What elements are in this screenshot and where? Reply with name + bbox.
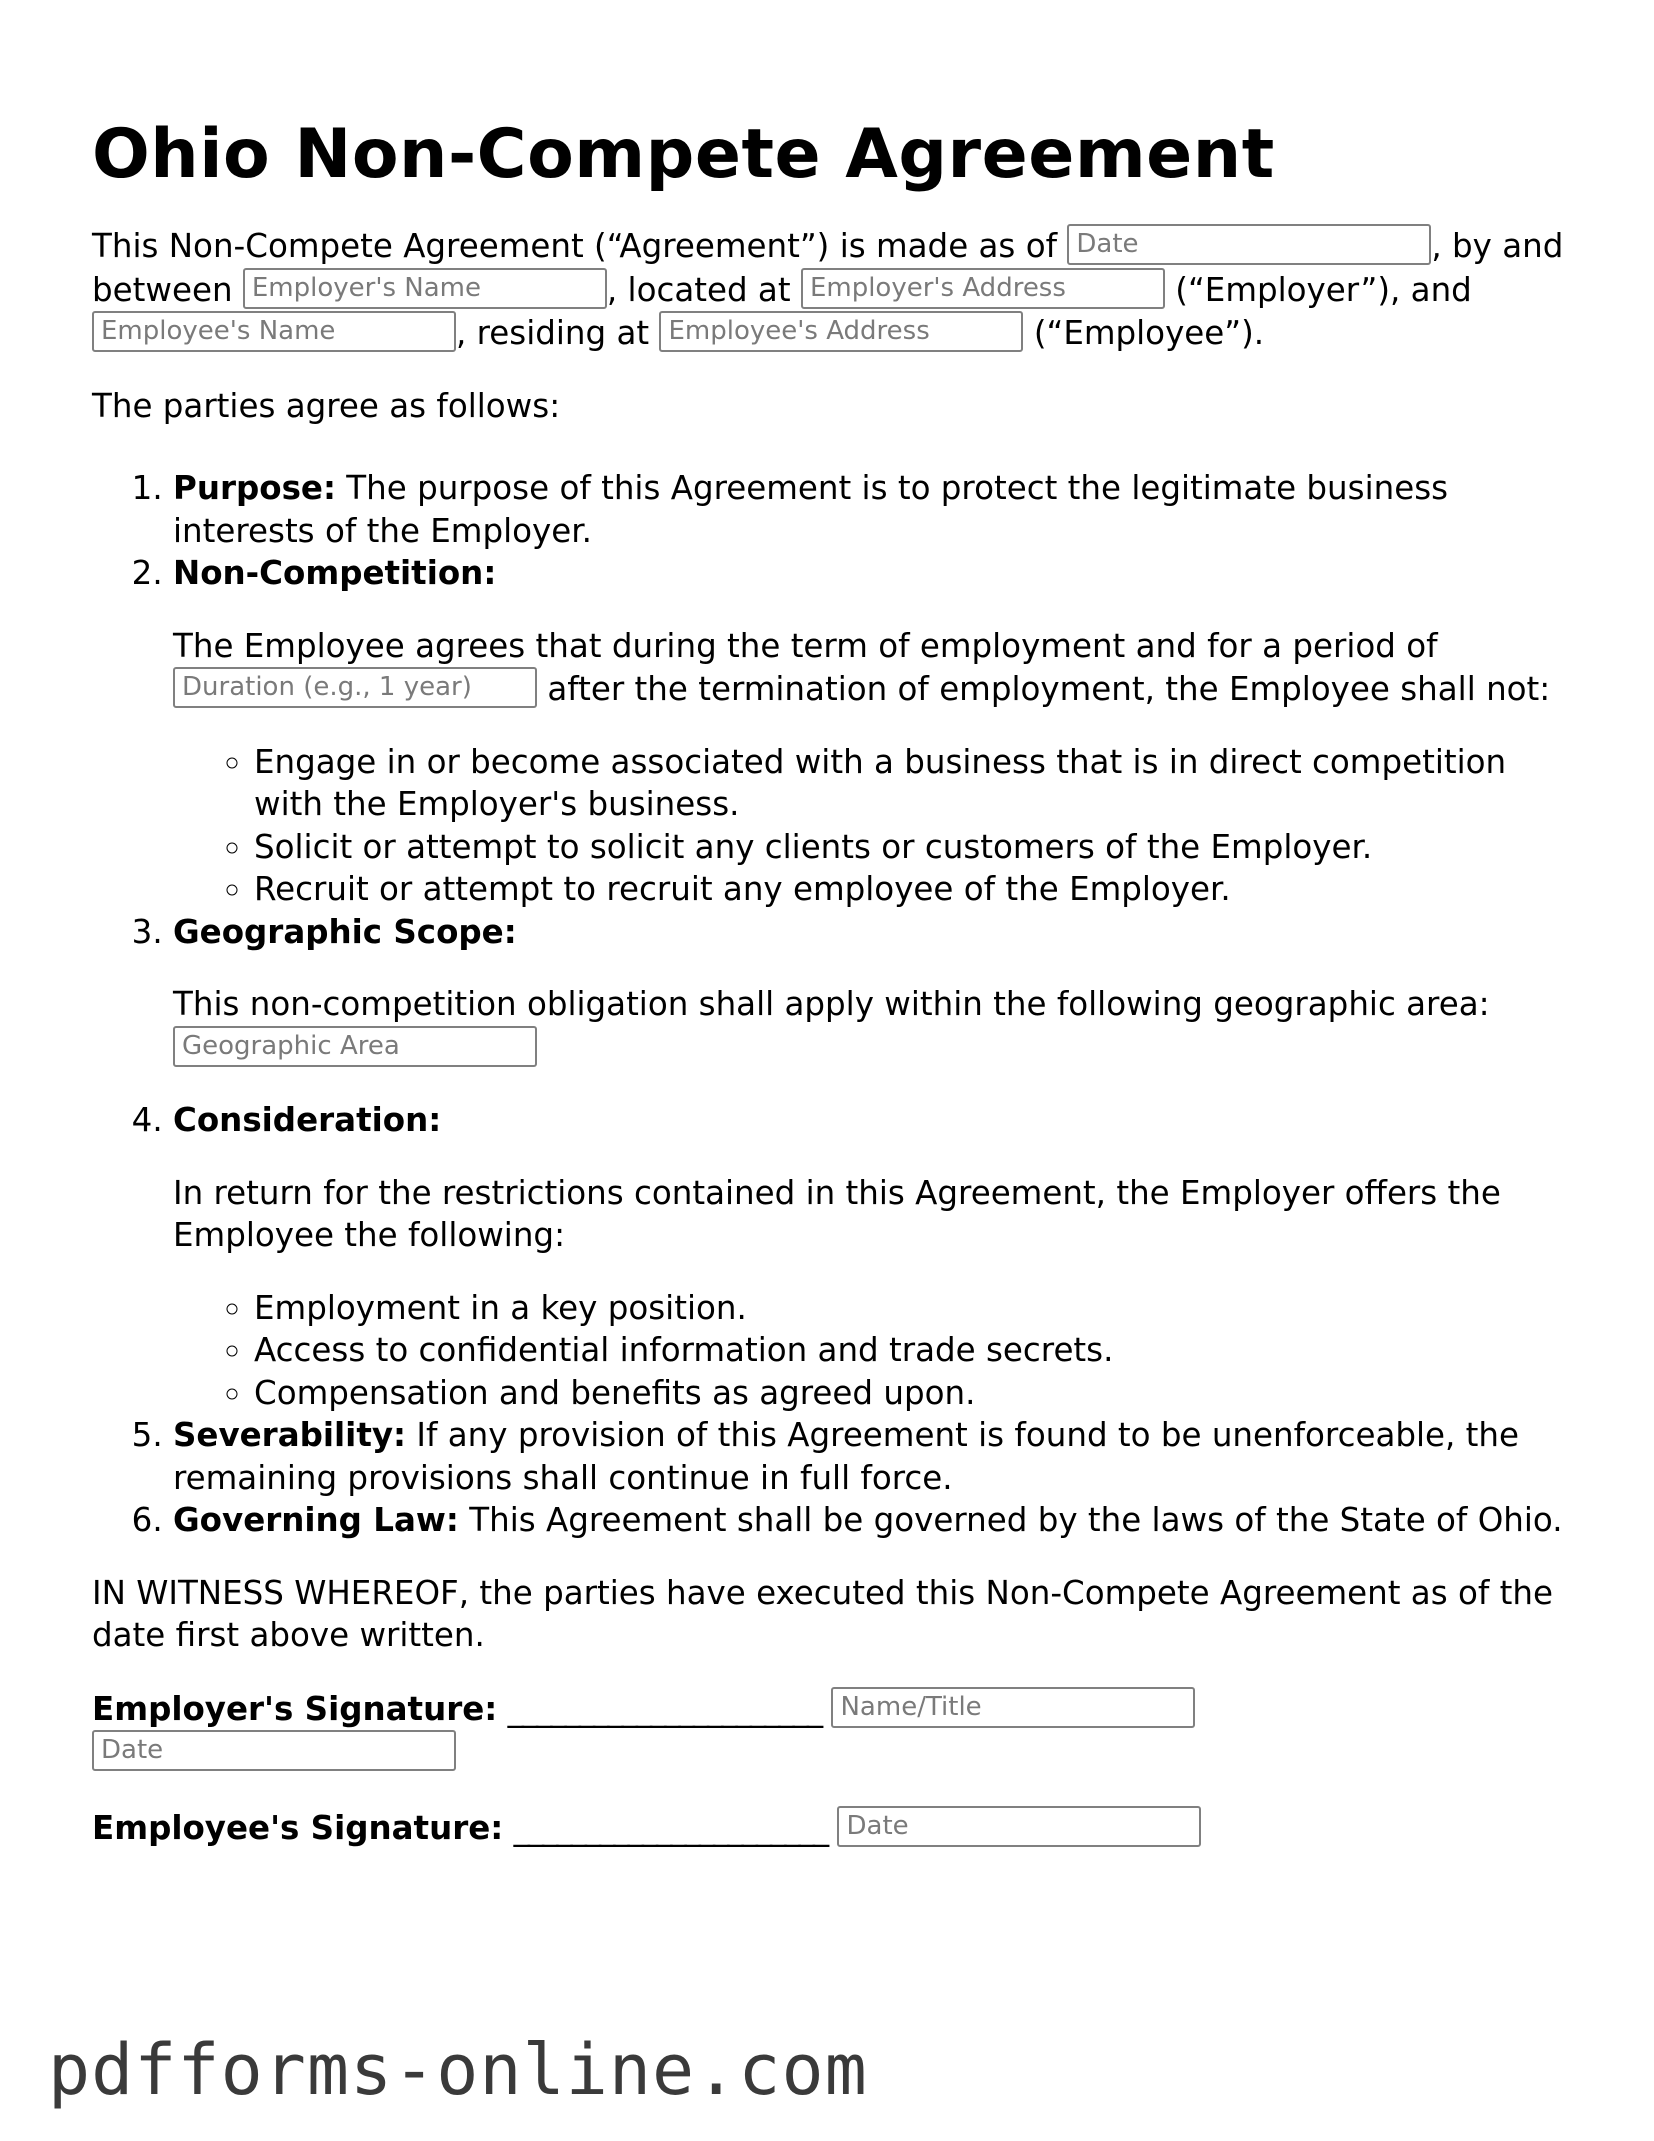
document-title: Ohio Non-Compete Agreement [92, 115, 1275, 194]
employer-name-field[interactable]: Employer's Name [243, 268, 607, 309]
sections-list [92, 467, 1572, 1542]
employer-signature-line[interactable]: ______________________ [507, 1689, 822, 1728]
employee-signature-block [92, 1806, 1572, 1850]
witness-paragraph: IN WITNESS WHEREOF, the parties have executed this Non-Compete Agreement as of the date first above written. [92, 1573, 1553, 1654]
employer-signature-date-field[interactable]: Date [92, 1730, 456, 1771]
agreement-document [92, 110, 1572, 1849]
section-governing-law-label: Governing Law: [173, 1501, 459, 1539]
employee-name-field[interactable]: Employee's Name [92, 311, 456, 352]
list-item: ◦ Engage in or become associated with a business that is in direct competition with the Employer's business. [254, 741, 1572, 826]
employer-name-title-field[interactable]: Name/Title [831, 1687, 1195, 1728]
employee-signature-label: Employee's Signature: [92, 1808, 504, 1847]
list-item: ◦ Access to confidential information and trade secrets. [254, 1329, 1572, 1372]
intro-text-1: This Non-Compete Agreement (“Agreement”) is made as of [92, 227, 1068, 265]
non-competition-text-1: The Employee agrees that during the term of employment and for a period of [173, 626, 1438, 665]
employer-signature-block [92, 1687, 1572, 1774]
non-competition-paragraph [173, 625, 1572, 711]
list-item: ◦ Compensation and benefits as agreed upon. [254, 1372, 1572, 1415]
section-consideration-label: Consideration: [173, 1101, 442, 1139]
duration-field[interactable]: Duration (e.g., 1 year) [173, 667, 537, 708]
list-item: ◦ Employment in a key position. [254, 1287, 1572, 1330]
consideration-paragraph: In return for the restrictions contained in this Agreement, the Employer offers the Employee the following: [173, 1173, 1501, 1254]
section-severability [173, 1414, 1572, 1499]
section-geographic-scope [173, 911, 1572, 1070]
intro-text-3: , located at [606, 270, 801, 309]
intro-text-6: (“Employee”). [1023, 314, 1265, 352]
non-competition-bullets [173, 741, 1572, 911]
section-purpose-label: Purpose: [173, 469, 336, 507]
consideration-bullets [173, 1287, 1572, 1415]
employee-signature-line[interactable]: ______________________ [513, 1808, 828, 1847]
employee-signature-date-field[interactable]: Date [837, 1806, 1201, 1847]
geographic-scope-text: This non-competition obligation shall apply within the following geographic area: [173, 985, 1490, 1023]
intro-text-2: , by and between [92, 227, 1564, 309]
list-item: ◦ Recruit or attempt to recruit any employee of the Employer. [254, 868, 1572, 911]
employer-address-field[interactable]: Employer's Address [801, 268, 1165, 309]
section-non-competition [173, 552, 1572, 911]
section-consideration [173, 1099, 1572, 1414]
watermark: pdfforms-online.com [48, 2029, 868, 2111]
intro-text-4: (“Employer”), and [1164, 270, 1472, 309]
section-governing-law [173, 1499, 1572, 1542]
section-severability-text: If any provision of this Agreement is found to be unenforceable, the remaining provisions shall continue in full force. [173, 1416, 1520, 1497]
agreement-date-field[interactable]: Date [1067, 224, 1431, 265]
geographic-area-field[interactable]: Geographic Area [173, 1026, 537, 1067]
section-geographic-scope-label: Geographic Scope: [173, 912, 517, 951]
section-severability-label: Severability: [173, 1416, 407, 1454]
intro-paragraph [92, 224, 1572, 355]
section-governing-law-text: This Agreement shall be governed by the laws of the State of Ohio. [458, 1501, 1563, 1539]
employer-signature-label: Employer's Signature: [92, 1689, 498, 1728]
non-competition-text-2: after the termination of employment, the Employee shall not: [537, 670, 1551, 708]
list-item: ◦ Solicit or attempt to solicit any clients or customers of the Employer. [254, 826, 1572, 869]
employee-address-field[interactable]: Employee's Address [659, 311, 1023, 352]
section-purpose [173, 467, 1572, 552]
section-non-competition-label: Non-Competition: [173, 554, 497, 592]
section-purpose-text: The purpose of this Agreement is to protect the legitimate business interests of the Employer. [173, 469, 1449, 550]
intro-text-5: , residing at [456, 314, 660, 352]
geographic-scope-paragraph [173, 983, 1572, 1069]
parties-text: The parties agree as follows: [92, 386, 561, 425]
